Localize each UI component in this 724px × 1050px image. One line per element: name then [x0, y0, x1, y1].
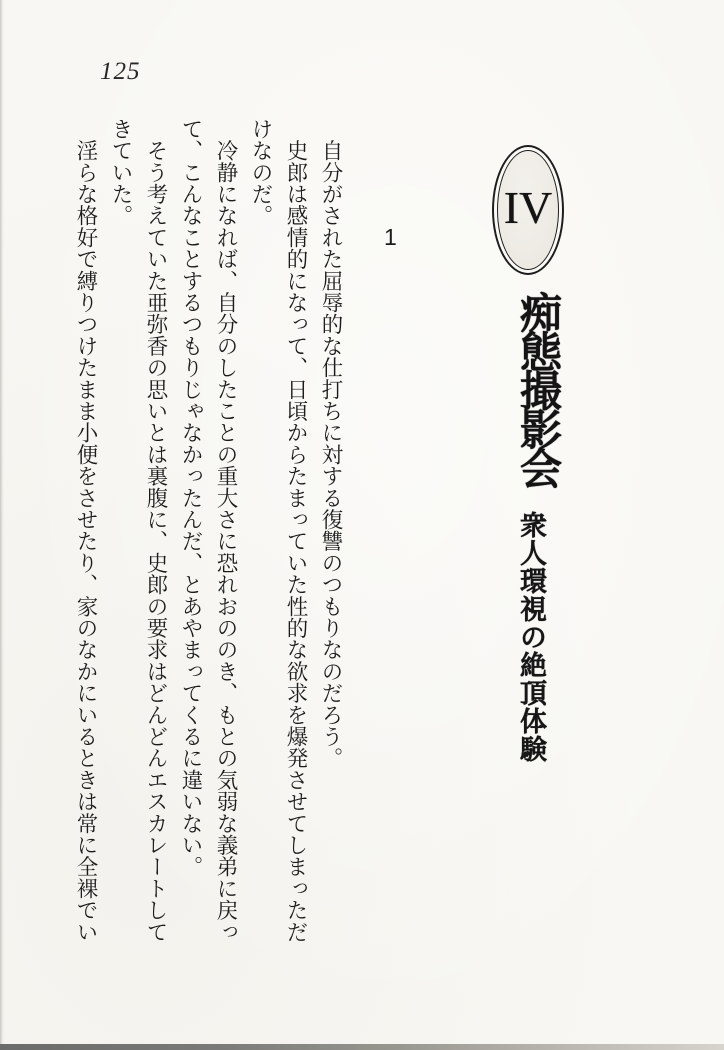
chapter-number-badge-inner: [497, 150, 559, 270]
chapter-numeral: IV: [503, 182, 553, 233]
body-text: [68, 118, 348, 956]
body-line: 史郎は感情的になって、日頃からたまっていた性的な欲求を爆発させてしまっただ: [284, 118, 308, 943]
body-line: けなのだ。: [249, 118, 273, 227]
section-number: 1: [384, 224, 397, 250]
body-line: て、こんなことするつもりじゃなかったんだ、とあやまってくるに違いない。: [179, 118, 203, 878]
scan-edge-bottom: [0, 1044, 724, 1050]
scan-edge-left: [0, 0, 4, 1050]
body-line: きていた。: [109, 118, 133, 227]
page-number: 125: [100, 58, 141, 85]
chapter-subtitle: 衆人環視の絶頂体験: [515, 511, 546, 763]
chapter-title: 痴態撮影会: [514, 291, 563, 486]
body-line: 自分がされた屈辱的な仕打ちに対する復讐のつもりなのだろう。: [319, 118, 343, 769]
chapter-number-badge: [492, 145, 564, 275]
body-line: そう考えていた亜弥香の思いとは裏腹に、史郎の要求はどんどんエスカレートして: [144, 118, 168, 943]
body-line: 冷静になれば、自分のしたことの重大さに恐れおののき、もとの気弱な義弟に戻っ: [214, 118, 238, 943]
body-line: 淫らな格好で縛りつけたまま小便をさせたり、家のなかにいるときは常に全裸でい: [74, 118, 98, 943]
